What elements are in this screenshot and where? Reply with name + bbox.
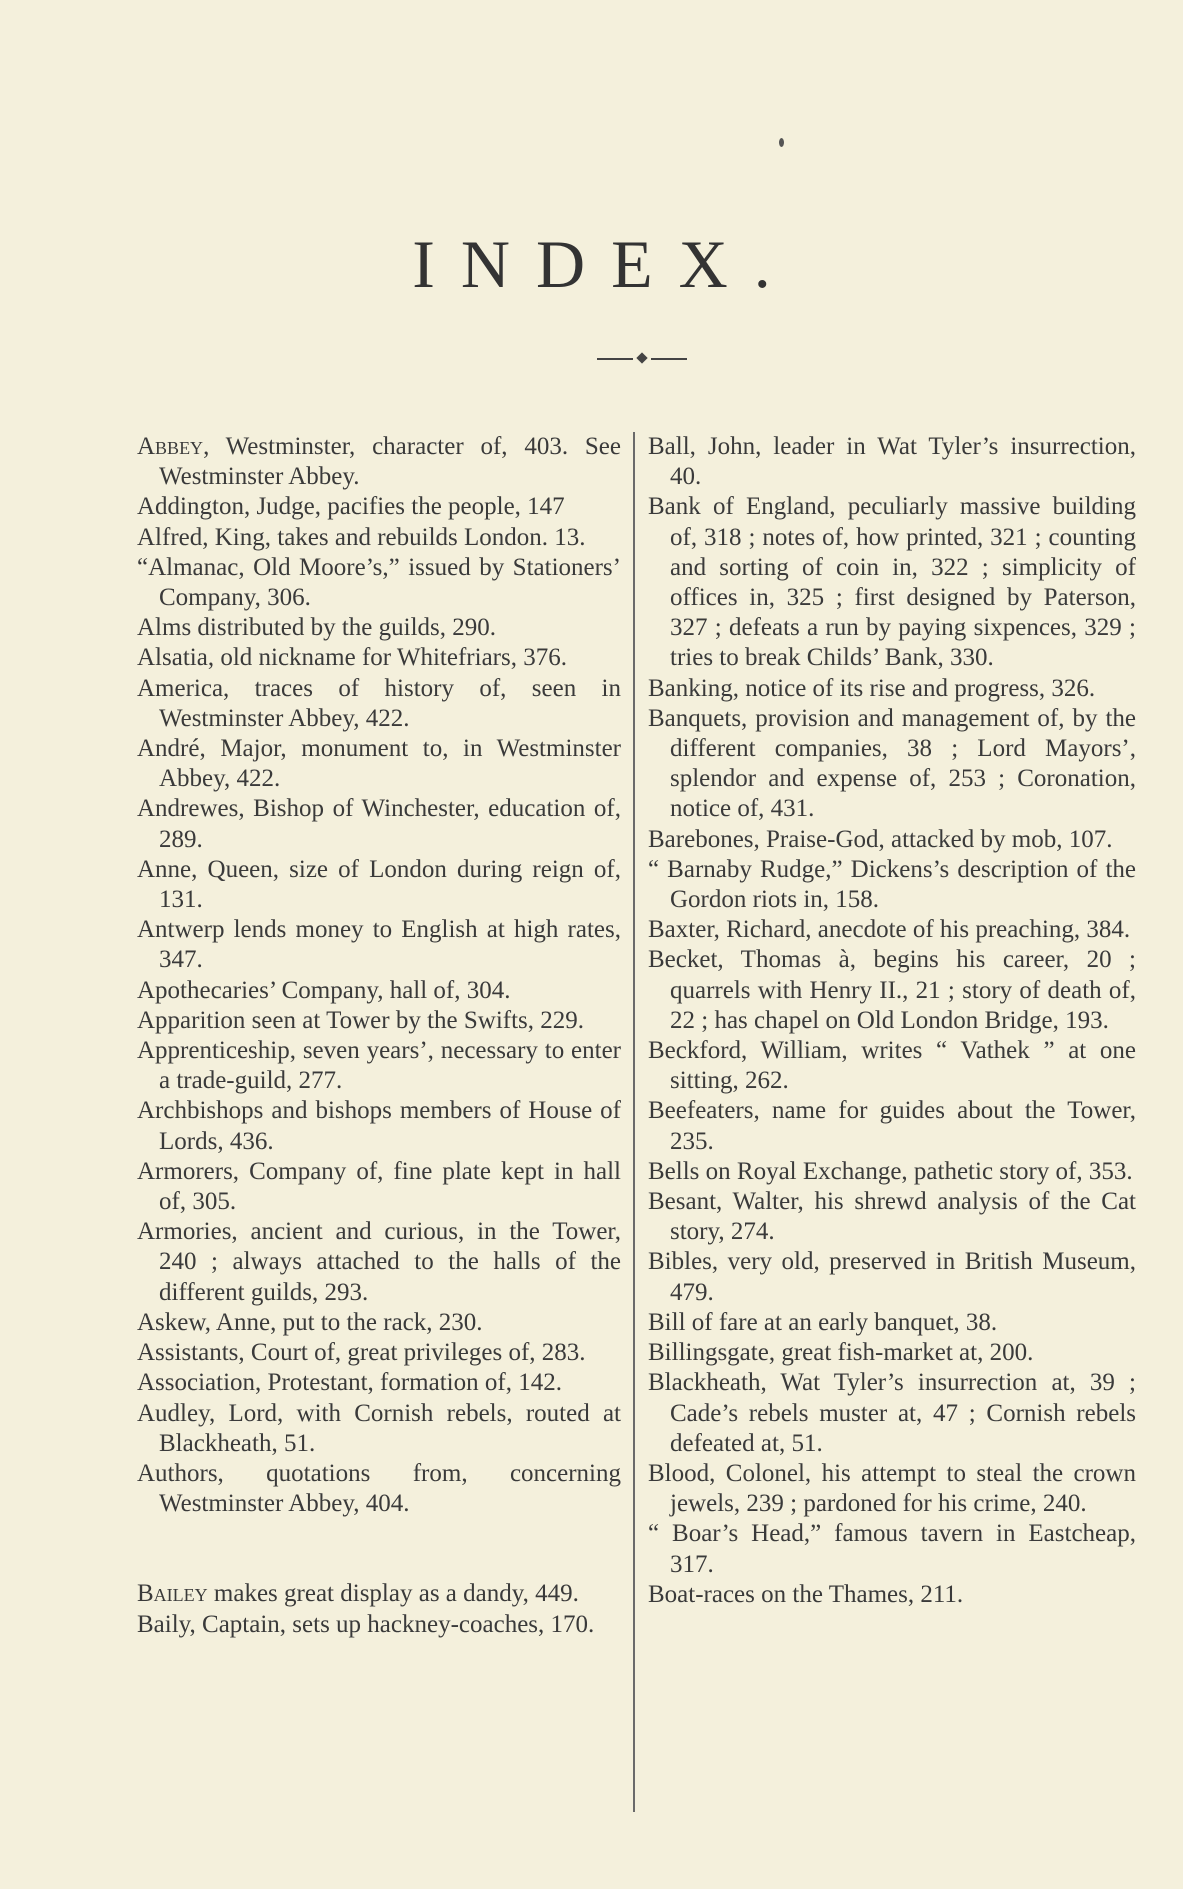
index-entry [137, 523, 621, 553]
index-entry [648, 1247, 1136, 1307]
index-entry [137, 1579, 621, 1609]
index-entry [137, 1399, 621, 1459]
entry-text: Baxter, Richard, anecdote of his preaching, 384. [648, 916, 1131, 944]
index-entry [137, 976, 621, 1006]
entry-text: Apparition seen at Tower by the Swifts, 229. [137, 1006, 585, 1034]
entry-text: America, traces of history of, seen in Westminster Abbey, 422. [137, 674, 621, 732]
entry-text: Apprenticeship, seven years’, necessary to enter a trade-guild, 277. [137, 1037, 621, 1095]
index-entry [648, 492, 1136, 673]
index-entry [137, 674, 621, 734]
entry-text: Bill of fare at an early banquet, 38. [648, 1308, 998, 1336]
index-entry [648, 432, 1136, 492]
index-entry [137, 1157, 621, 1217]
index-entry [137, 643, 621, 673]
index-entry [137, 613, 621, 643]
index-entry [648, 825, 1136, 855]
entry-text: “Almanac, Old Moore’s,” issued by Stationers’ Company, 306. [137, 553, 621, 612]
index-entry [137, 1338, 621, 1368]
index-entry [648, 945, 1136, 1036]
title-ornament [597, 352, 687, 366]
entry-text: , Westminster, character of, 403. See Westminster Abbey. [159, 433, 621, 491]
entry-text: Anne, Queen, size of London during reign of, 131. [137, 855, 621, 914]
index-entry [648, 1036, 1136, 1096]
index-entry [137, 1308, 621, 1338]
entry-text: Banking, notice of its rise and progress, 326. [648, 674, 1096, 702]
index-entry [648, 1519, 1136, 1579]
entry-text: Association, Protestant, formation of, 142. [137, 1369, 562, 1397]
index-entry [137, 1096, 621, 1156]
entry-text: Beefeaters, name for guides about the Tower, 235. [648, 1097, 1136, 1155]
entry-text: Boat-races on the Thames, 211. [648, 1580, 964, 1608]
entry-text: “ Boar’s Head,” famous tavern in Eastcheap, 317. [648, 1520, 1136, 1578]
index-entry [137, 432, 621, 492]
entry-text: Billingsgate, great fish-market at, 200. [648, 1339, 1034, 1367]
entry-lead-word: Abbey [137, 433, 204, 460]
entry-text: Ball, John, leader in Wat Tyler’s insurrection, 40. [648, 433, 1136, 491]
index-entry [648, 1580, 1136, 1610]
index-entry [648, 855, 1136, 915]
entry-text: makes great display as a dandy, 449. [207, 1580, 579, 1608]
index-entry [648, 1157, 1136, 1187]
index-entry [648, 1459, 1136, 1519]
entry-text: Bank of England, peculiarly massive building of, 318 ; notes of, how printed, 321 ; counting and sorting of coin in, 322 ; simplicity of offices in, 325 ; first designed by Paterson, 327 ; defeats a run by paying sixpences, 329 ; tries to break Childs’ Bank, 330. [648, 493, 1136, 672]
column-divider [633, 432, 635, 1812]
index-column-right [648, 432, 1136, 1610]
index-column-left [137, 432, 621, 1640]
page-title: INDEX. [412, 226, 797, 302]
entry-text: Authors, quotations from, concerning Westminster Abbey, 404. [137, 1459, 621, 1518]
entry-text: Barebones, Praise-God, attacked by mob, 107. [648, 825, 1113, 853]
index-entry [137, 553, 621, 613]
index-entry [648, 1308, 1136, 1338]
entry-text: Bibles, very old, preserved in British Museum, 479. [648, 1248, 1136, 1306]
letter-section-gap [137, 1519, 621, 1579]
index-entry [137, 1036, 621, 1096]
index-entry [137, 915, 621, 975]
index-entry [648, 704, 1136, 825]
entry-text: Archbishops and bishops members of House of Lords, 436. [137, 1097, 621, 1155]
entry-text: Blood, Colonel, his attempt to steal the crown jewels, 239 ; pardoned for his crime, 240. [648, 1459, 1136, 1518]
entry-text: Alsatia, old nickname for Whitefriars, 376. [137, 644, 567, 672]
index-entry [137, 492, 621, 522]
entry-text: Armories, ancient and curious, in the Tower, 240 ; always attached to the halls of the different guilds, 293. [137, 1218, 621, 1306]
entry-text: Antwerp lends money to English at high rates, 347. [137, 916, 621, 974]
entry-text: Assistants, Court of, great privileges of, 283. [137, 1339, 586, 1367]
index-entry [648, 915, 1136, 945]
index-entry [648, 674, 1136, 704]
ink-speck [779, 138, 784, 147]
entry-text: Armorers, Company of, fine plate kept in hall of, 305. [137, 1157, 621, 1216]
entry-text: Audley, Lord, with Cornish rebels, routed at Blackheath, 51. [137, 1399, 621, 1457]
index-entry [648, 1096, 1136, 1156]
entry-text: Baily, Captain, sets up hackney-coaches, 170. [137, 1610, 595, 1638]
entry-text: Alfred, King, takes and rebuilds London. 13. [137, 523, 586, 551]
index-entry [648, 1187, 1136, 1247]
entry-text: Banquets, provision and management of, by the different companies, 38 ; Lord Mayors’, splendor and expense of, 253 ; Coronation, notice of, 431. [648, 704, 1136, 823]
index-entry [137, 1610, 621, 1640]
entry-text: “ Barnaby Rudge,” Dickens’s description of the Gordon riots in, 158. [648, 855, 1136, 914]
entry-text: Blackheath, Wat Tyler’s insurrection at, 39 ; Cade’s rebels muster at, 47 ; Cornish rebels defeated at, 51. [648, 1369, 1136, 1457]
entry-text: Bells on Royal Exchange, pathetic story of, 353. [648, 1157, 1133, 1185]
index-entry [137, 1006, 621, 1036]
entry-lead-word: Bailey [137, 1580, 208, 1608]
entry-text: Addington, Judge, pacifies the people, 147 [137, 493, 565, 521]
diamond-ornament-icon [636, 352, 647, 363]
entry-text: Askew, Anne, put to the rack, 230. [137, 1308, 483, 1336]
index-entry [137, 1459, 621, 1519]
entry-text: Andrewes, Bishop of Winchester, education of, 289. [137, 795, 621, 853]
entry-text: Becket, Thomas à, begins his career, 20 ; quarrels with Henry II., 21 ; story of death of, 22 ; has chapel on Old London Bridge, 193. [648, 946, 1136, 1034]
entry-text: Beckford, William, writes “ Vathek ” at one sitting, 262. [648, 1037, 1136, 1095]
entry-text: André, Major, monument to, in Westminster Abbey, 422. [137, 735, 621, 793]
index-entry [137, 1368, 621, 1398]
index-entry [137, 855, 621, 915]
index-entry [648, 1338, 1136, 1368]
entry-text: Besant, Walter, his shrewd analysis of the Cat story, 274. [648, 1188, 1136, 1246]
index-entry [137, 734, 621, 794]
entry-text: Alms distributed by the guilds, 290. [137, 614, 497, 642]
index-entry [137, 794, 621, 854]
index-entry [648, 1368, 1136, 1459]
index-entry [137, 1217, 621, 1308]
entry-text: Apothecaries’ Company, hall of, 304. [137, 976, 511, 1004]
